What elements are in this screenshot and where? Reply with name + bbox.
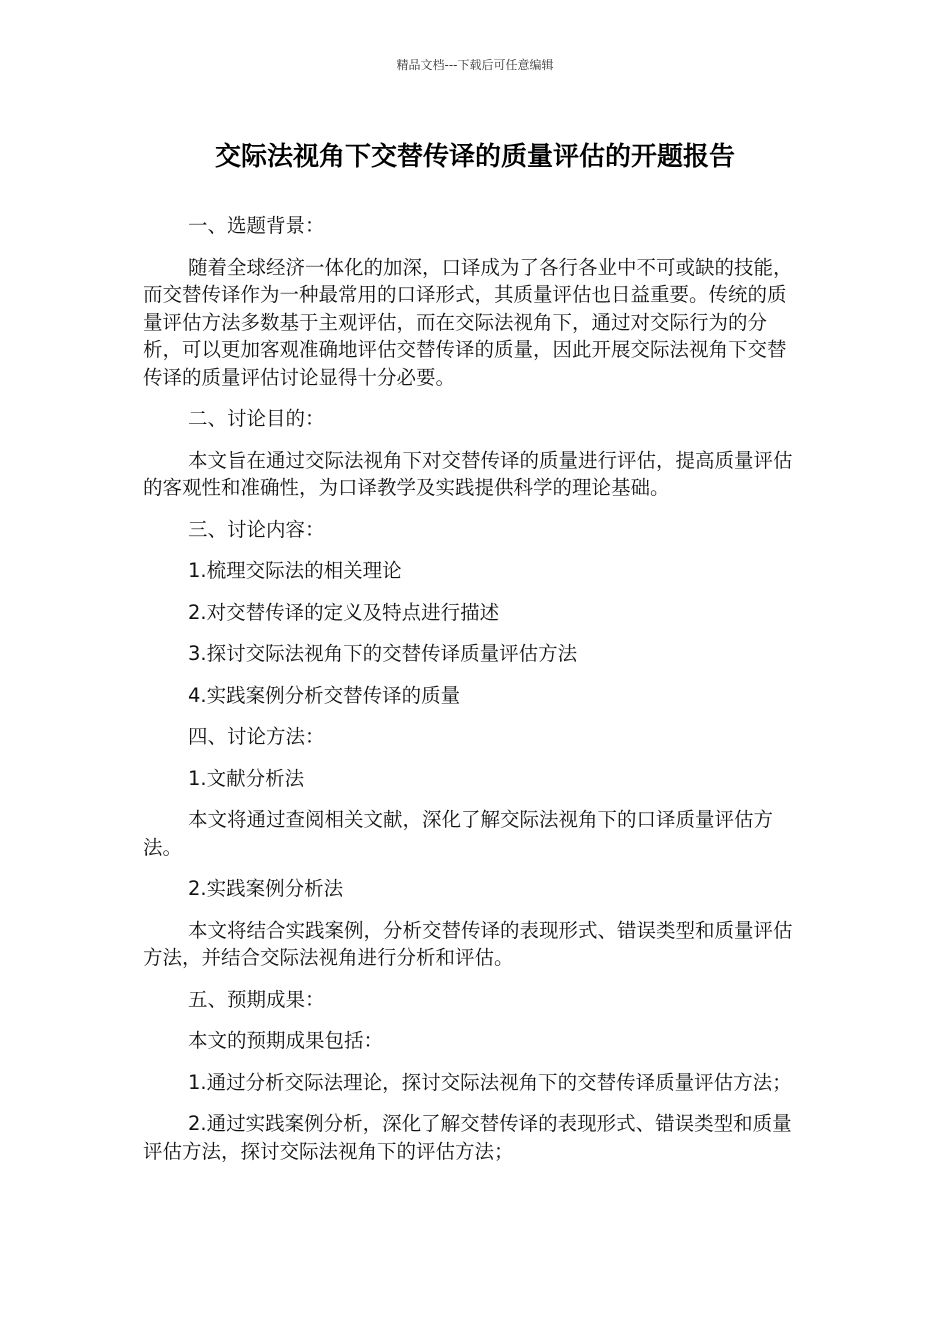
list-item: 2.对交替传译的定义及特点进行描述 bbox=[188, 600, 500, 624]
section-heading-results: 五、预期成果： bbox=[188, 987, 325, 1011]
document-title: 交际法视角下交替传译的质量评估的开题报告 bbox=[214, 142, 735, 172]
paragraph-background: 随着全球经济一体化的加深，口译成为了各行各业中不可或缺的技能，而交替传译作为一种最常用的口译形式，其质量评估也日益重要。传统的质量评估方法多数基于主观评估，而在交际法视角下，通过对交际行为的分析，可以更加客观准确地评估交替传译的质量，因此开展交际法视角下交替传译的质量评估讨论显得十分必要。 bbox=[143, 255, 793, 389]
paragraph-results-intro: 本文的预期成果包括： bbox=[188, 1029, 384, 1052]
list-item: 1.文献分析法 bbox=[188, 766, 305, 790]
document-body bbox=[143, 212, 793, 1179]
paragraph-purpose: 本文旨在通过交际法视角下对交替传译的质量进行评估，提高质量评估的客观性和准确性，为口译教学及实践提供科学的理论基础。 bbox=[143, 448, 793, 499]
paragraph-case-method: 本文将结合实践案例，分析交替传译的表现形式、错误类型和质量评估方法，并结合交际法视角进行分析和评估。 bbox=[143, 918, 793, 969]
section-heading-content: 三、讨论内容： bbox=[188, 517, 325, 541]
page-header: 精品文档---下载后可任意编辑 bbox=[396, 58, 554, 72]
list-item: 3.探讨交际法视角下的交替传译质量评估方法 bbox=[188, 642, 578, 665]
paragraph-literature-method: 本文将通过查阅相关文献，深化了解交际法视角下的口译质量评估方法。 bbox=[143, 808, 774, 859]
section-heading-purpose: 二、讨论目的： bbox=[188, 407, 325, 430]
list-item: 2.通过实践案例分析，深化了解交替传译的表现形式、错误类型和质量评估方法，探讨交际法视角下的评估方法； bbox=[143, 1112, 792, 1163]
list-item: 4.实践案例分析交替传译的质量 bbox=[188, 683, 461, 707]
list-item: 2.实践案例分析法 bbox=[188, 877, 344, 900]
list-item: 1.梳理交际法的相关理论 bbox=[188, 559, 402, 582]
list-item: 1.通过分析交际法理论，探讨交际法视角下的交替传译质量评估方法； bbox=[188, 1070, 792, 1094]
section-heading-method: 四、讨论方法： bbox=[188, 725, 325, 748]
section-heading-background: 一、选题背景： bbox=[188, 214, 325, 237]
